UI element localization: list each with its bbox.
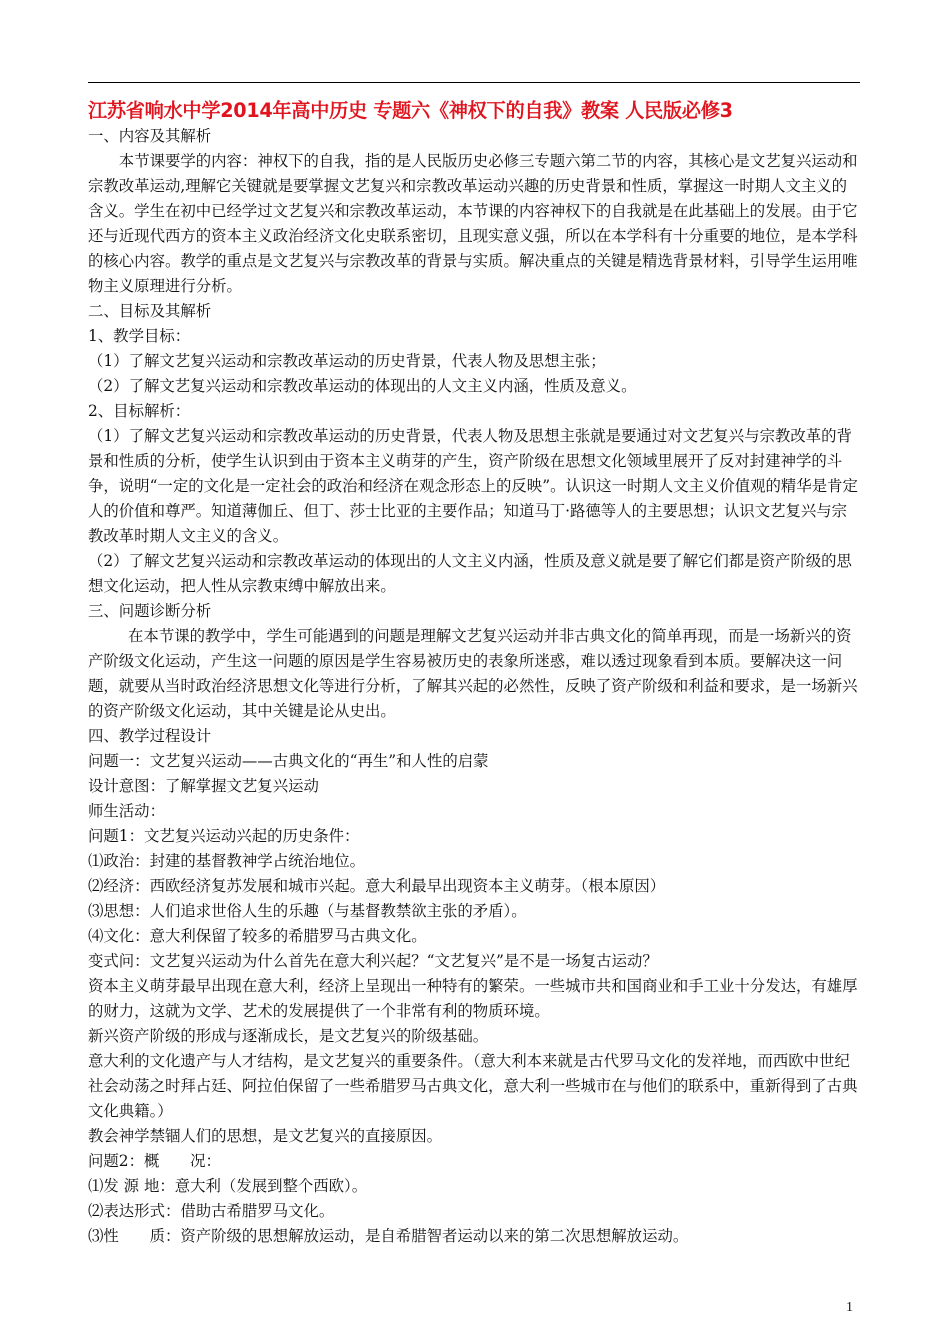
document-title: 江苏省响水中学2014年高中历史 专题六《神权下的自我》教案 人民版必修3 <box>88 99 733 122</box>
paragraph-problem-diagnosis: 在本节课的教学中，学生可能遇到的问题是理解文艺复兴运动并非古典文化的简单再现，而是一场新兴的资产阶级文化运动，产生这一问题的原因是学生容易被历史的表象所迷惑，难以透过现象看到本质。要解决这一问题，就要从当时政治经济思想文化等进行分析，了解其兴起的必然性，反映了资产阶级和利益和要求，是一场新兴的资产阶级文化运动，其中关键是论从史出。 <box>88 627 858 720</box>
overview-nature: ⑶性 质：资产阶级的思想解放运动，是自希腊智者运动以来的第二次思想解放运动。 <box>88 1227 689 1245</box>
section-heading-1: 一、内容及其解析 <box>88 127 212 145</box>
goal-item-1: （1）了解文艺复兴运动和宗教改革运动的历史背景，代表人物及思想主张； <box>88 352 606 370</box>
answer-class-basis: 新兴资产阶级的形成与逐渐成长，是文艺复兴的阶级基础。 <box>88 1027 489 1045</box>
question-one: 问题一：文艺复兴运动——古典文化的“再生”和人性的启蒙 <box>88 752 489 770</box>
section-heading-4: 四、教学过程设计 <box>88 727 212 745</box>
condition-culture: ⑷文化：意大利保留了较多的希腊罗马古典文化。 <box>88 927 427 945</box>
paragraph-content-analysis: 本节课要学的内容：神权下的自我，指的是人民版历史必修三专题六第二节的内容，其核心是文艺复兴运动和宗教改革运动,理解它关键就是要掌握文艺复兴和宗教改革运动兴趣的历史背景和性质，掌握这一时期人文主义的含义。学生在初中已经学过文艺复兴和宗教改革运动，本节课的内容神权下的自我就是在此基础上的发展。由于它还与近现代西方的资本主义政治经济文化史联系密切，且现实意义强，所以在本学科有十分重要的地位，是本学科的核心内容。教学的重点是文艺复兴与宗教改革的背景与实质。解决重点的关键是精选背景材料，引导学生运用唯物主义原理进行分析。 <box>88 152 858 295</box>
subheading-teaching-goals: 1、教学目标： <box>88 327 191 345</box>
goal-analysis-1: （1）了解文艺复兴运动和宗教改革运动的历史背景，代表人物及思想主张就是要通过对文艺复兴与宗教改革的背景和性质的分析，使学生认识到由于资本主义萌芽的产生，资产阶级在思想文化领域里展开了反对封建神学的斗争，说明“一定的文化是一定社会的政治和经济在观念形态上的反映”。认识这一时期人文主义价值观的精华是肯定人的价值和尊严。知道薄伽丘、但丁、莎士比亚的主要作品；知道马丁·路德等人的主要思想；认识文艺复兴与宗教改革时期人文主义的含义。 <box>88 427 858 545</box>
condition-economy: ⑵经济：西欧经济复苏发展和城市兴起。意大利最早出现资本主义萌芽。（根本原因） <box>88 877 666 895</box>
section-heading-3: 三、问题诊断分析 <box>88 602 212 620</box>
variant-question: 变式问：文艺复兴运动为什么首先在意大利兴起？“文艺复兴”是不是一场复古运动？ <box>88 952 658 970</box>
overview-form: ⑵表达形式：借助古希腊罗马文化。 <box>88 1202 335 1220</box>
overview-origin: ⑴发 源 地：意大利（发展到整个西欧）。 <box>88 1177 368 1195</box>
header-rule <box>88 82 860 83</box>
document-body <box>88 124 860 1249</box>
answer-cultural-heritage: 意大利的文化遗产与人才结构，是文艺复兴的重要条件。（意大利本来就是古代罗马文化的发祥地，而西欧中世纪社会动荡之时拜占廷、阿拉伯保留了一些希腊罗马古典文化，意大利一些城市在与他们的联系中，重新得到了古典文化典籍。） <box>88 1052 858 1120</box>
question-1-conditions: 问题1：文艺复兴运动兴起的历史条件： <box>88 827 360 845</box>
section-heading-2: 二、目标及其解析 <box>88 302 212 320</box>
goal-item-2: （2）了解文艺复兴运动和宗教改革运动的体现出的人文主义内涵，性质及意义。 <box>88 377 637 395</box>
answer-economy: 资本主义萌芽最早出现在意大利，经济上呈现出一种特有的繁荣。一些城市共和国商业和手工业十分发达，有雄厚的财力，这就为文学、艺术的发展提供了一个非常有利的物质环境。 <box>88 977 858 1020</box>
question-2-overview: 问题2：概 况： <box>88 1152 221 1170</box>
condition-politics: ⑴政治：封建的基督教神学占统治地位。 <box>88 852 366 870</box>
teacher-student-activity: 师生活动： <box>88 802 165 820</box>
answer-direct-cause: 教会神学禁锢人们的思想，是文艺复兴的直接原因。 <box>88 1127 442 1145</box>
goal-analysis-2: （2）了解文艺复兴运动和宗教改革运动的体现出的人文主义内涵，性质及意义就是要了解它们都是资产阶级的思想文化运动，把人性从宗教束缚中解放出来。 <box>88 552 852 595</box>
page-number: 1 <box>846 1300 853 1315</box>
subheading-goal-analysis: 2、目标解析： <box>88 402 191 420</box>
design-intent: 设计意图：了解掌握文艺复兴运动 <box>88 777 319 795</box>
condition-thought: ⑶思想：人们追求世俗人生的乐趣（与基督教禁欲主张的矛盾）。 <box>88 902 527 920</box>
